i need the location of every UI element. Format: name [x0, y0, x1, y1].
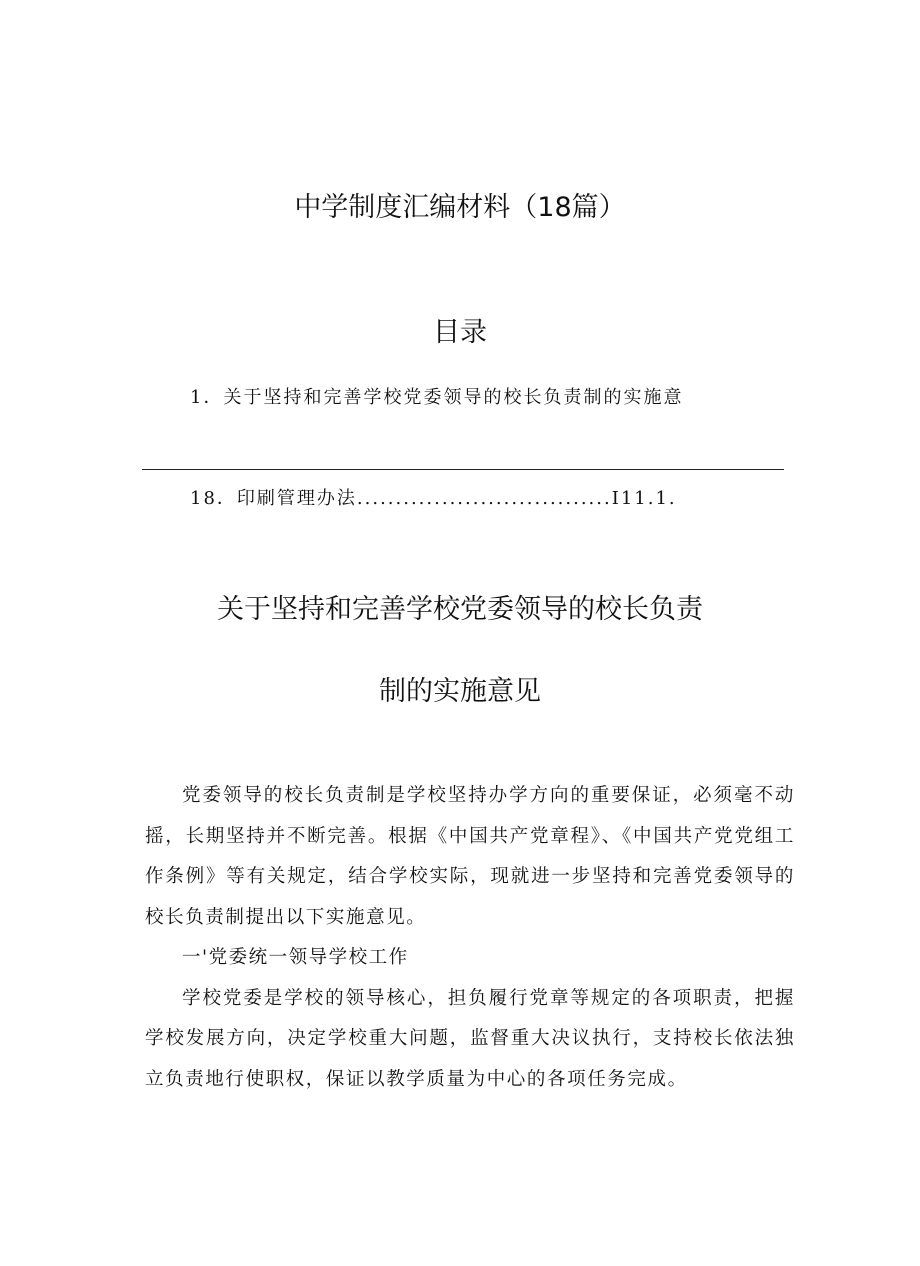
toc-item-18: 18．印刷管理办法.................................I11.1. [190, 488, 677, 509]
section-title-line-1: 关于坚持和完善学校党委领导的校长负责 [217, 594, 703, 625]
body-paragraph-2: 学校党委是学校的领导核心，担负履行党章等规定的各项职责，把握学校发展方向，决定学校重大问题，监督重大决议执行，支持校长依法独立负责地行使职权，保证以教学质量为中心的各项任务完成。 [145, 987, 795, 1090]
section-body [145, 776, 795, 1100]
section-title-line-2: 制的实施意见 [379, 676, 541, 707]
toc-heading: 目录 [433, 317, 487, 348]
subheading-1: 一'党委统一领导学校工作 [182, 947, 409, 968]
document-title: 中学制度汇编材料（18篇） [294, 192, 626, 223]
body-paragraph-1: 党委领导的校长负责制是学校坚持办学方向的重要保证，必须毫不动摇，长期坚持并不断完善。根据《中国共产党章程》、《中国共产党党组工作条例》等有关规定，结合学校实际，现就进一步坚持和完善党委领导的校长负责制提出以下实施意见。 [145, 785, 795, 928]
toc-divider [142, 469, 784, 470]
toc-item-1: 1．关于坚持和完善学校党委领导的校长负责制的实施意 [190, 387, 684, 408]
